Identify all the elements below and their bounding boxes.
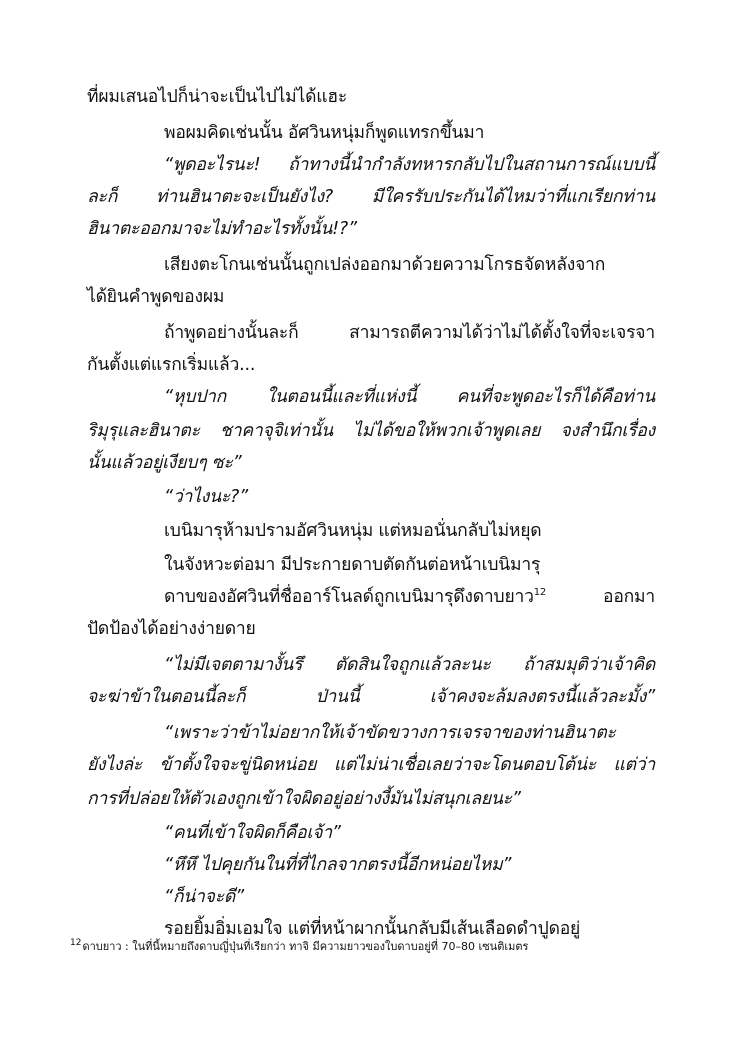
footnote <box>70 938 670 956</box>
footnote-reference: 12 <box>533 587 547 599</box>
text-line: ปัดป้องได้อย่างง่ายดาย <box>87 619 256 639</box>
dialogue-line: “ก็น่าจะดี” <box>164 887 244 907</box>
dialogue-line: ยังไงล่ะ ข้าตั้งใจจะขู่นิดหน่อย แต่ไม่น่าเชื่อเลยว่าจะโดนตอบโต้น่ะ แต่ว่า <box>87 755 655 775</box>
text-line: ได้ยินคำพูดของผม <box>87 287 225 307</box>
dialogue-line: “หึหึ ไปคุยกันในที่ที่ไกลจากตรงนี้อีกหน่อยไหม” <box>164 855 512 875</box>
dialogue-line: ละก็ ท่านฮินาตะจะเป็นยังไง? มีใครรับประกันได้ไหมว่าที่แกเรียกท่าน <box>87 187 655 207</box>
dialogue-line: “พูดอะไรนะ! ถ้าทางนี้นำกำลังทหารกลับไปในสถานการณ์แบบนี้ <box>164 155 655 175</box>
text-line: พอผมคิดเช่นนั้น อัศวินหนุ่มก็พูดแทรกขึ้นมา <box>164 123 485 143</box>
text-line: เบนิมารุห้ามปรามอัศวินหนุ่ม แต่หมอนั่นกลับไม่หยุด <box>164 521 542 541</box>
dialogue-line: “ไม่มีเจตตามางั้นรึ ตัดสินใจถูกแล้วละนะ ถ้าสมมุติว่าเจ้าคิด <box>164 655 655 675</box>
dialogue-line: “เพราะว่าข้าไม่อยากให้เจ้าขัดขวางการเจรจาของท่านฮินาตะ <box>164 723 616 743</box>
dialogue-line: “หุบปาก ในตอนนี้และที่แห่งนี้ คนที่จะพูดอะไรก็ได้คือท่าน <box>164 387 655 407</box>
text-segment: ออกมา <box>603 587 655 607</box>
dialogue-line: ริมุรุและฮินาตะ ชาคาจุจิเท่านั้น ไม่ได้ขอให้พวกเจ้าพูดเลย จงสำนึกเรื่อง <box>87 421 655 441</box>
text-line: เสียงตะโกนเช่นนั้นถูกเปล่งออกมาด้วยความโกรธจัดหลังจาก <box>164 255 606 275</box>
dialogue-line: “ว่าไงนะ?” <box>164 487 248 507</box>
dialogue-line: ฮินาตะออกมาจะไม่ทำอะไรทั้งนั้น!?” <box>87 219 357 239</box>
text-line <box>164 584 655 610</box>
footnote-text: ดาบยาว : ในที่นี้หมายถึงดาบญี่ปุ่นที่เรียกว่า ทาจิ มีความยาวของใบดาบอยู่ที่ 70–80 เซนติเมตร <box>82 940 529 953</box>
text-line: กันตั้งแต่แรกเริ่มแล้ว... <box>87 355 256 375</box>
dialogue-line: การที่ปล่อยให้ตัวเองถูกเข้าใจผิดอยู่อย่างงี้มันไม่สนุกเลยนะ” <box>87 789 521 809</box>
text-line: ในจังหวะต่อมา มีประกายดาบตัดกันต่อหน้าเบนิมารุ <box>164 555 541 575</box>
dialogue-line: นั้นแล้วอยู่เงียบๆ ซะ” <box>87 453 242 473</box>
text-segment: ดาบของอัศวินที่ชื่ออาร์โนลด์ถูกเบนิมารุดึงดาบยาว$^{12}$ <box>164 587 547 607</box>
text-line: รอยยิ้มอิ่มเอมใจ แต่ที่หน้าผากนั้นกลับมีเส้นเลือดดำปูดอยู่ <box>164 919 581 939</box>
footnote-number: 12 <box>70 938 82 949</box>
dialogue-line: จะฆ่าข้าในตอนนี้ละก็ ป่านนี้ เจ้าคงจะล้มลงตรงนี้แล้วละมั้ง” <box>87 687 655 707</box>
text-line: ถ้าพูดอย่างนั้นละก็ สามารถตีความได้ว่าไม่ได้ตั้งใจที่จะเจรจา <box>164 323 655 343</box>
dialogue-line: “คนที่เข้าใจผิดก็คือเจ้า” <box>164 823 341 843</box>
text-line: ที่ผมเสนอไปก็น่าจะเป็นไปไม่ได้แฮะ <box>87 87 348 107</box>
